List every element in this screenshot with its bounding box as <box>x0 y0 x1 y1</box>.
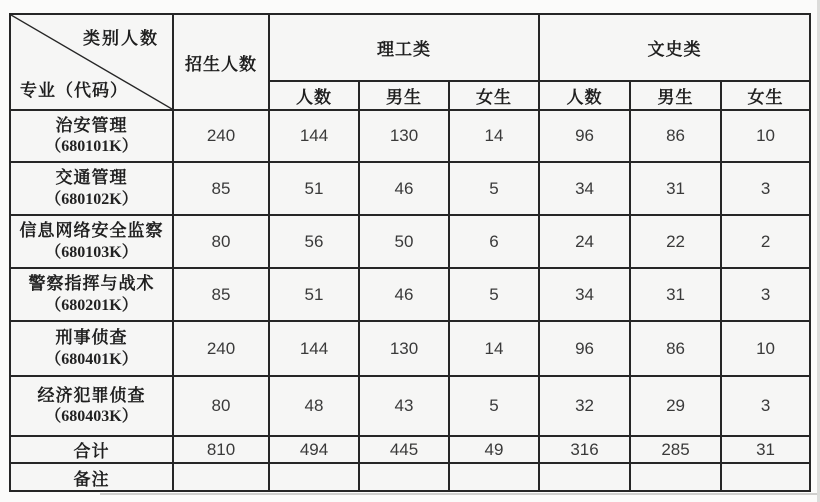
value-cell: 80 <box>173 215 269 268</box>
major-cell <box>10 321 173 376</box>
value-cell: 50 <box>359 215 449 268</box>
table-row <box>10 110 810 162</box>
major-code: （680201K） <box>45 296 138 314</box>
total-value-cell: 494 <box>269 436 359 463</box>
value-cell: 31 <box>630 162 721 215</box>
major-name: 刑事侦查 <box>55 328 128 348</box>
major-cell <box>10 215 173 268</box>
header-science-male: 男生 <box>359 81 449 110</box>
total-value-cell: 316 <box>539 436 630 463</box>
remark-empty-cell <box>539 463 630 491</box>
value-cell: 80 <box>173 376 269 436</box>
header-liberal-female: 女生 <box>721 81 810 110</box>
value-cell: 85 <box>173 268 269 321</box>
major-name: 治安管理 <box>55 115 128 135</box>
value-cell: 46 <box>359 162 449 215</box>
value-cell: 31 <box>630 268 721 321</box>
major-name: 警察指挥与战术 <box>28 274 155 294</box>
header-row-1 <box>10 14 810 81</box>
value-cell: 51 <box>269 162 359 215</box>
remark-empty-cell <box>449 463 539 491</box>
value-cell: 43 <box>359 376 449 436</box>
major-cell <box>10 268 173 321</box>
header-science-count: 人数 <box>269 81 359 110</box>
remark-empty-cell <box>359 463 449 491</box>
header-enrollment-total: 招生人数 <box>173 14 269 110</box>
value-cell: 5 <box>449 268 539 321</box>
remark-empty-cell <box>269 463 359 491</box>
remark-row <box>10 463 810 491</box>
value-cell: 5 <box>449 162 539 215</box>
value-cell: 6 <box>449 215 539 268</box>
value-cell: 48 <box>269 376 359 436</box>
total-value-cell: 31 <box>721 436 810 463</box>
major-cell <box>10 110 173 162</box>
table-row <box>10 215 810 268</box>
value-cell: 51 <box>269 268 359 321</box>
remark-empty-cell <box>721 463 810 491</box>
value-cell: 130 <box>359 321 449 376</box>
value-cell: 56 <box>269 215 359 268</box>
corner-header-cell <box>10 14 173 110</box>
value-cell: 10 <box>721 321 810 376</box>
value-cell: 144 <box>269 321 359 376</box>
value-cell: 32 <box>539 376 630 436</box>
value-cell: 85 <box>173 162 269 215</box>
value-cell: 130 <box>359 110 449 162</box>
header-science-group: 理工类 <box>269 14 539 81</box>
major-name: 经济犯罪侦查 <box>37 385 146 405</box>
total-row <box>10 436 810 463</box>
enrollment-table <box>9 13 811 492</box>
header-liberal-count: 人数 <box>539 81 630 110</box>
value-cell: 10 <box>721 110 810 162</box>
value-cell: 29 <box>630 376 721 436</box>
value-cell: 3 <box>721 376 810 436</box>
remark-empty-cell <box>630 463 721 491</box>
major-cell <box>10 162 173 215</box>
major-code: （680401K） <box>45 350 138 368</box>
total-value-cell: 445 <box>359 436 449 463</box>
major-code: （680103K） <box>45 243 138 261</box>
bottom-shadow-line <box>100 493 820 495</box>
corner-label-major: 专业（代码） <box>20 81 128 100</box>
value-cell: 144 <box>269 110 359 162</box>
major-name: 交通管理 <box>55 168 128 188</box>
major-code: （680403K） <box>45 408 138 426</box>
header-liberal-male: 男生 <box>630 81 721 110</box>
remark-label: 备注 <box>10 463 173 491</box>
value-cell: 86 <box>630 110 721 162</box>
table-row <box>10 268 810 321</box>
value-cell: 240 <box>173 321 269 376</box>
total-value-cell: 49 <box>449 436 539 463</box>
total-value-cell: 285 <box>630 436 721 463</box>
value-cell: 34 <box>539 162 630 215</box>
major-cell <box>10 376 173 436</box>
header-liberal-group: 文史类 <box>539 14 810 81</box>
value-cell: 34 <box>539 268 630 321</box>
remark-empty-cell <box>173 463 269 491</box>
value-cell: 2 <box>721 215 810 268</box>
value-cell: 24 <box>539 215 630 268</box>
value-cell: 3 <box>721 268 810 321</box>
value-cell: 96 <box>539 321 630 376</box>
table-row <box>10 321 810 376</box>
value-cell: 5 <box>449 376 539 436</box>
major-code: （680102K） <box>45 190 138 208</box>
total-value-cell: 810 <box>173 436 269 463</box>
major-name: 信息网络安全监察 <box>19 221 164 241</box>
corner-label-category: 类别人数 <box>83 29 159 48</box>
value-cell: 240 <box>173 110 269 162</box>
value-cell: 14 <box>449 321 539 376</box>
table-row <box>10 162 810 215</box>
value-cell: 14 <box>449 110 539 162</box>
value-cell: 46 <box>359 268 449 321</box>
value-cell: 3 <box>721 162 810 215</box>
value-cell: 22 <box>630 215 721 268</box>
table-row <box>10 376 810 436</box>
value-cell: 96 <box>539 110 630 162</box>
total-label: 合计 <box>10 436 173 463</box>
value-cell: 86 <box>630 321 721 376</box>
header-science-female: 女生 <box>449 81 539 110</box>
major-code: （680101K） <box>45 138 138 156</box>
